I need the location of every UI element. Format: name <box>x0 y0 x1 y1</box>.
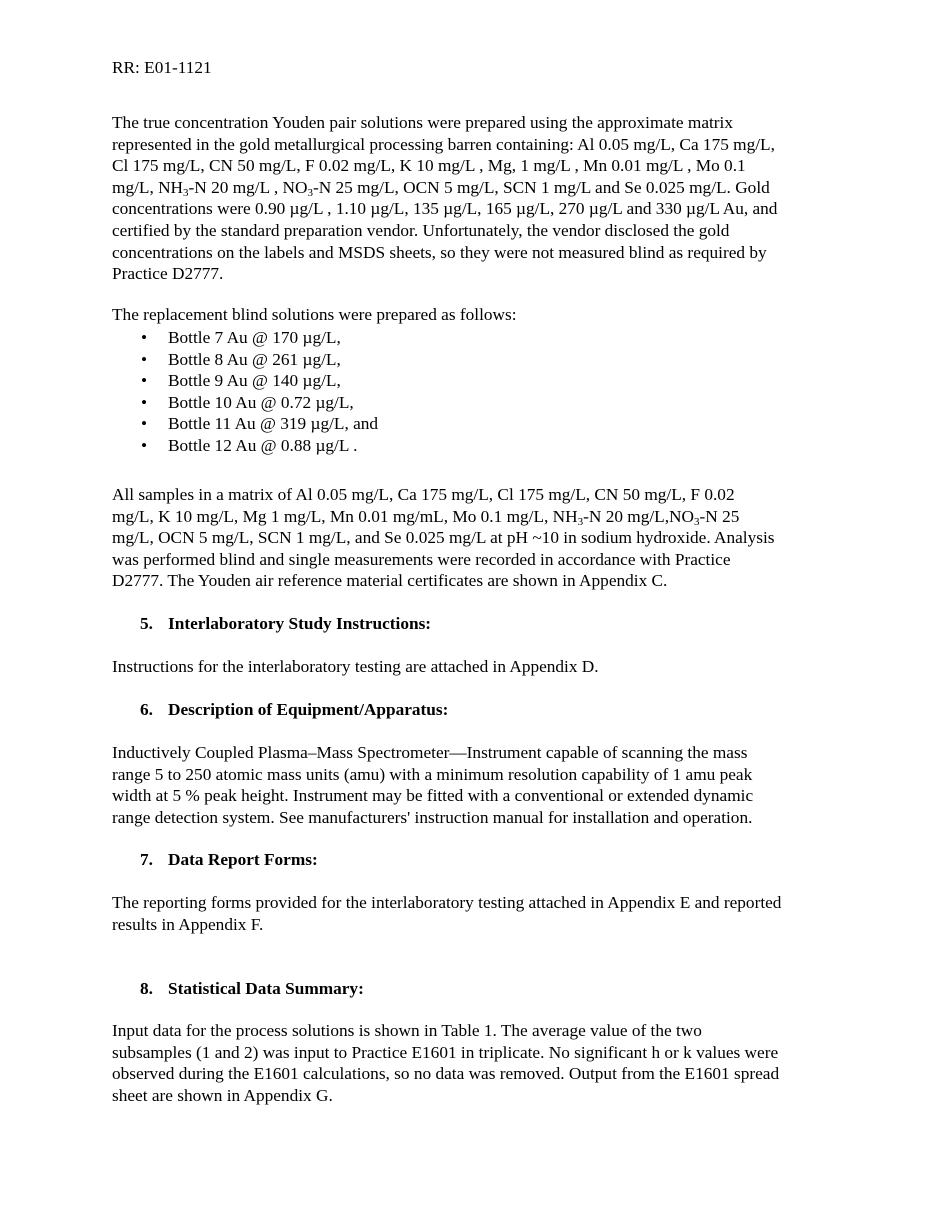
bullet-icon: • <box>141 371 148 391</box>
list-item: • Bottle 11 Au @ 319 µg/L, and <box>141 414 379 434</box>
text-line: The true concentration Youden pair solutions were prepared using the approximate matrix <box>112 113 733 132</box>
text-line: concentrations on the labels and MSDS sheets, so they were not measured blind as required by <box>112 242 767 262</box>
replacement-intro: The replacement blind solutions were prepared as follows: <box>112 305 517 324</box>
text-line: Input data for the process solutions is shown in Table 1. The average value of the two <box>112 1021 702 1040</box>
list-item: • Bottle 10 Au @ 0.72 µg/L, <box>141 392 354 412</box>
text-line: All samples in a matrix of Al 0.05 mg/L, Ca 175 mg/L, Cl 175 mg/L, CN 50 mg/L, F 0.02 <box>112 485 735 504</box>
text-line: The reporting forms provided for the interlaboratory testing attached in Appendix E and reported <box>112 893 782 912</box>
list-item: • Bottle 9 Au @ 140 µg/L, <box>141 371 341 391</box>
text-line: certified by the standard preparation vendor. Unfortunately, the vendor disclosed the gold <box>112 220 730 240</box>
section-heading-8: 8. Statistical Data Summary: <box>140 979 364 998</box>
bullet-icon: • <box>141 392 148 412</box>
equipment-paragraph <box>112 742 842 828</box>
bullet-icon: • <box>141 349 148 369</box>
list-item: • Bottle 7 Au @ 170 µg/L, <box>141 328 341 347</box>
text-line: observed during the E1601 calculations, so no data was removed. Output from the E1601 spread <box>112 1064 780 1084</box>
text-line: was performed blind and single measurements were recorded in accordance with Practice <box>112 549 731 569</box>
section-heading-6: 6. Description of Equipment/Apparatus: <box>140 700 449 719</box>
text-line: Inductively Coupled Plasma–Mass Spectrometer—Instrument capable of scanning the mass <box>112 743 748 762</box>
bullet-icon: • <box>141 328 148 347</box>
text-line: represented in the gold metallurgical processing barren containing: Al 0.05 mg/L, Ca 175 mg/L, <box>112 134 775 154</box>
text-line: sheet are shown in Appendix G. <box>112 1085 333 1105</box>
text-line: Practice D2777. <box>112 264 224 284</box>
text-line: mg/L, K 10 mg/L, Mg 1 mg/L, Mn 0.01 mg/mL, Mo 0.1 mg/L, $NH_3-N$ 20 $mg/L,NO_3-N$ 25 <box>112 506 740 528</box>
bullet-icon: • <box>141 435 148 455</box>
text-line: range 5 to 250 atomic mass units (amu) with a minimum resolution capability of 1 amu peak <box>112 764 753 784</box>
text-line: subsamples (1 and 2) was input to Practice E1601 in triplicate. No significant h or k values were <box>112 1042 779 1062</box>
text-line: mg/L, OCN 5 mg/L, SCN 1 mg/L, and Se 0.025 mg/L at pH ~10 in sodium hydroxide. Analysis <box>112 528 775 548</box>
text-line: D2777. The Youden air reference material certificates are shown in Appendix C. <box>112 571 668 591</box>
stats-paragraph <box>112 1020 842 1106</box>
intro-paragraph <box>112 112 842 285</box>
text-line: range detection system. See manufacturers' instruction manual for installation and operation. <box>112 807 753 827</box>
text-line: results in Appendix F. <box>112 914 264 934</box>
bottle-list <box>112 327 842 457</box>
forms-paragraph <box>112 892 842 935</box>
section-heading-7: 7. Data Report Forms: <box>140 850 318 869</box>
matrix-paragraph <box>112 484 842 592</box>
instructions-paragraph: Instructions for the interlaboratory testing are attached in Appendix D. <box>112 657 599 676</box>
section-heading-5: 5. Interlaboratory Study Instructions: <box>140 614 432 633</box>
text-line: concentrations were 0.90 µg/L , 1.10 µg/L, 135 µg/L, 165 µg/L, 270 µg/L and 330 µg/L Au, and <box>112 199 778 219</box>
bullet-icon: • <box>141 414 148 434</box>
text-line: mg/L, $NH_3-N$ 20 mg/L , $NO_3-N$ 25 mg/L, OCN 5 mg/L, SCN 1 mg/L and Se 0.025 mg/L. Gold <box>112 177 770 199</box>
report-number-header: RR: E01-1121 <box>112 58 212 77</box>
text-line: width at 5 % peak height. Instrument may be fitted with a conventional or extended dynamic <box>112 786 754 806</box>
text-line: Cl 175 mg/L, CN 50 mg/L, F 0.02 mg/L, K 10 mg/L , Mg, 1 mg/L , Mn 0.01 mg/L , Mo 0.1 <box>112 156 746 176</box>
list-item: • Bottle 12 Au @ 0.88 µg/L . <box>141 435 358 455</box>
list-item: • Bottle 8 Au @ 261 µg/L, <box>141 349 341 369</box>
